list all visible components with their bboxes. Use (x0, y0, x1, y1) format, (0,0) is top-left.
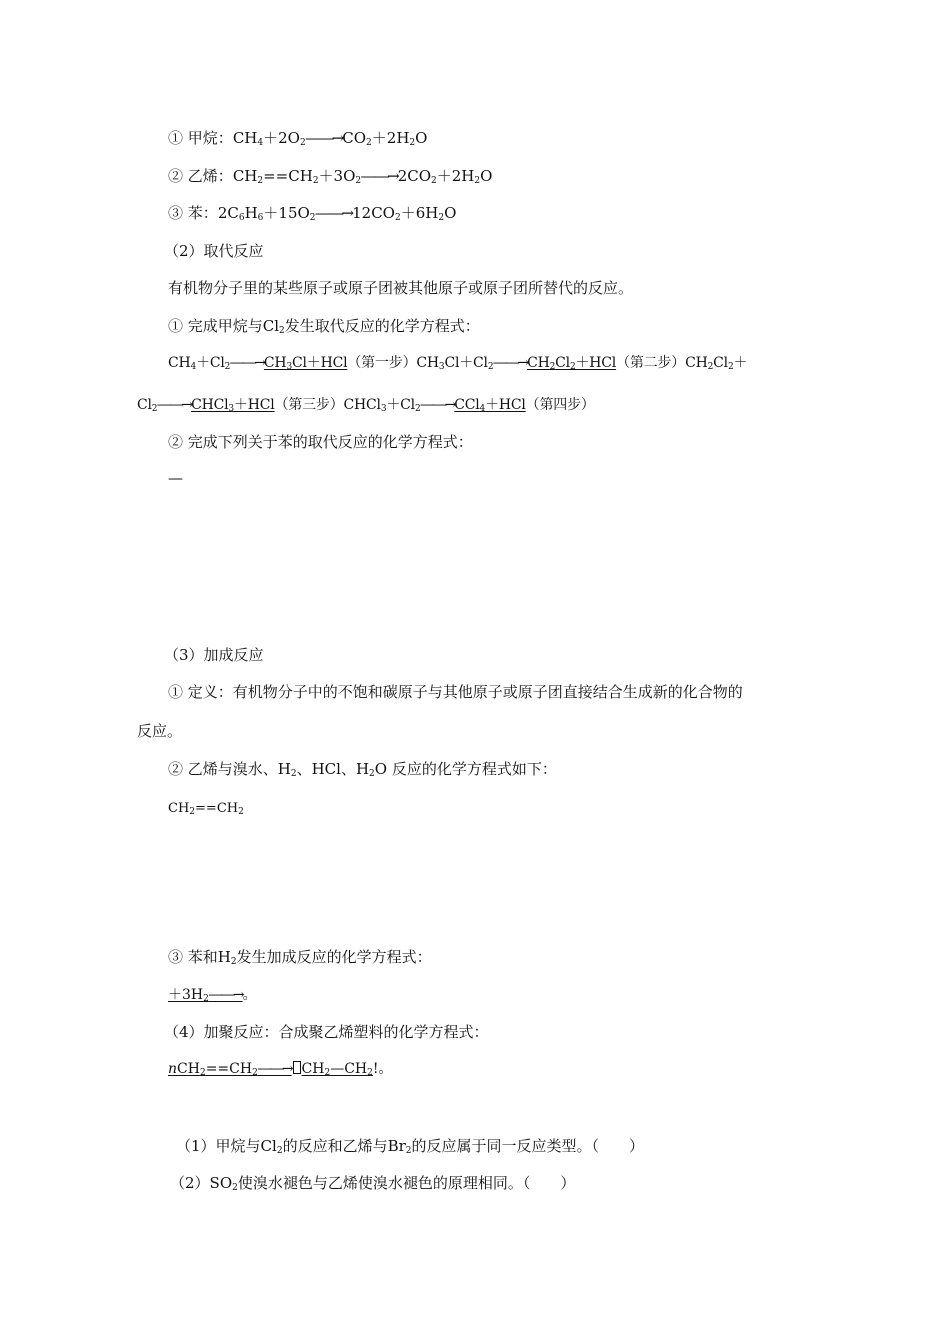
equation: $CH_2==CH_2+3O_2――\to 2CO_2+2H_2O$ (232, 167, 493, 186)
substitution-heading: （2）取代反应 (164, 242, 264, 260)
answer-blank: — (168, 469, 183, 487)
methane-substitution-task: ① 完成甲烷与$Cl_2$发生取代反应的化学方程式： (168, 317, 480, 336)
answer-step4: CCl$_4$＋HCl (454, 397, 526, 414)
polymerization-heading: （4）加聚反应：合成聚乙烯塑料的化学方程式： (164, 1023, 489, 1041)
judgement-question-1: （1）甲烷与$Cl_2$的反应和乙烯与$Br_2$的反应属于同一反应类型。（ ） (176, 1137, 645, 1156)
marker: ② (168, 167, 184, 185)
reaction-arrow: ――→ (230, 355, 264, 371)
equation: $2C_6H_6+15O_2――\to 12CO_2+6H_2O$ (217, 204, 457, 223)
benzene-addition-task: ③ 苯和$H_2$发生加成反应的化学方程式： (168, 948, 432, 967)
answer-step1: $CH_3Cl+HCl$ (263, 355, 348, 372)
addition-definition-line2: 反应。 (137, 722, 183, 740)
marker: ③ (168, 204, 184, 222)
reaction-arrow: ――→ (305, 129, 343, 147)
answer-benzene-hydrogenation: $+3H_2――\to$ (168, 987, 243, 1004)
answer-step3: CHCl$_3$＋HCl (191, 397, 275, 414)
equation: $CH_4+2O_2――\to CO_2+2H_2O$ (232, 129, 428, 148)
judgement-question-2: $(2)SO_2$使溴水褪色与乙烯使溴水褪色的原理相同。（ ） (170, 1174, 576, 1193)
addition-definition-line1: ① 定义：有机物分子中的不饱和碳原子与其他原子或原子团直接结合生成新的化合物的 (168, 683, 743, 701)
methane-substitution-eq-line1: $CH_4+Cl_2――\to CH_3Cl+HCl$（第一步）$CH_3Cl+Cl_2――\to CH_2Cl_2+HCl$（第二步）$CH_2Cl_2+$ (168, 355, 748, 372)
reaction-arrow: ――→ (208, 987, 243, 1003)
marker: ① (168, 129, 184, 147)
answer-polymerization: $nCH_2==CH_2――\to$ $CH_2—CH_2$ (168, 1061, 373, 1078)
methane-combustion-line (168, 128, 427, 148)
polyethylene-equation: $nCH_2==CH_2――\to$ $CH_2—CH_2$!。 (168, 1061, 393, 1078)
missing-glyph-box (293, 1061, 301, 1074)
compound-name: 甲烷： (187, 129, 233, 147)
compound-name: 乙烯： (187, 167, 233, 185)
ethylene-combustion-line (168, 166, 492, 186)
ethylene-formula: $CH_2==CH_2$ (168, 801, 244, 817)
ethylene-addition-task: ② 乙烯与溴水、$H_2$、HCl、$H_2O$ 反应的化学方程式如下： (168, 760, 557, 779)
reaction-arrow: ――→ (257, 1061, 292, 1077)
reaction-arrow: ――→ (420, 397, 455, 413)
benzene-addition-equation: $+3H_2――\to$。 (168, 987, 257, 1004)
answer-step2: $CH_2Cl_2+HCl$ (527, 355, 617, 372)
benzene-substitution-task: ② 完成下列关于苯的取代反应的化学方程式： (168, 433, 473, 451)
reaction-arrow: ――→ (315, 204, 353, 222)
benzene-combustion-line (168, 203, 456, 223)
addition-heading: （3）加成反应 (164, 646, 264, 664)
methane-substitution-eq-line2: $Cl_2――\to CHCl_3+HCl$（第三步）$CHCl_3+Cl_2――\to CCl_4+HCl$（第四步） (137, 397, 595, 414)
reaction-arrow: ――→ (493, 355, 528, 371)
reaction-arrow: ――→ (361, 167, 398, 185)
substitution-definition: 有机物分子里的某些原子或原子团被其他原子或原子团所替代的反应。 (168, 279, 634, 297)
reaction-arrow: ――→ (157, 397, 192, 413)
compound-name: 苯： (187, 204, 218, 222)
